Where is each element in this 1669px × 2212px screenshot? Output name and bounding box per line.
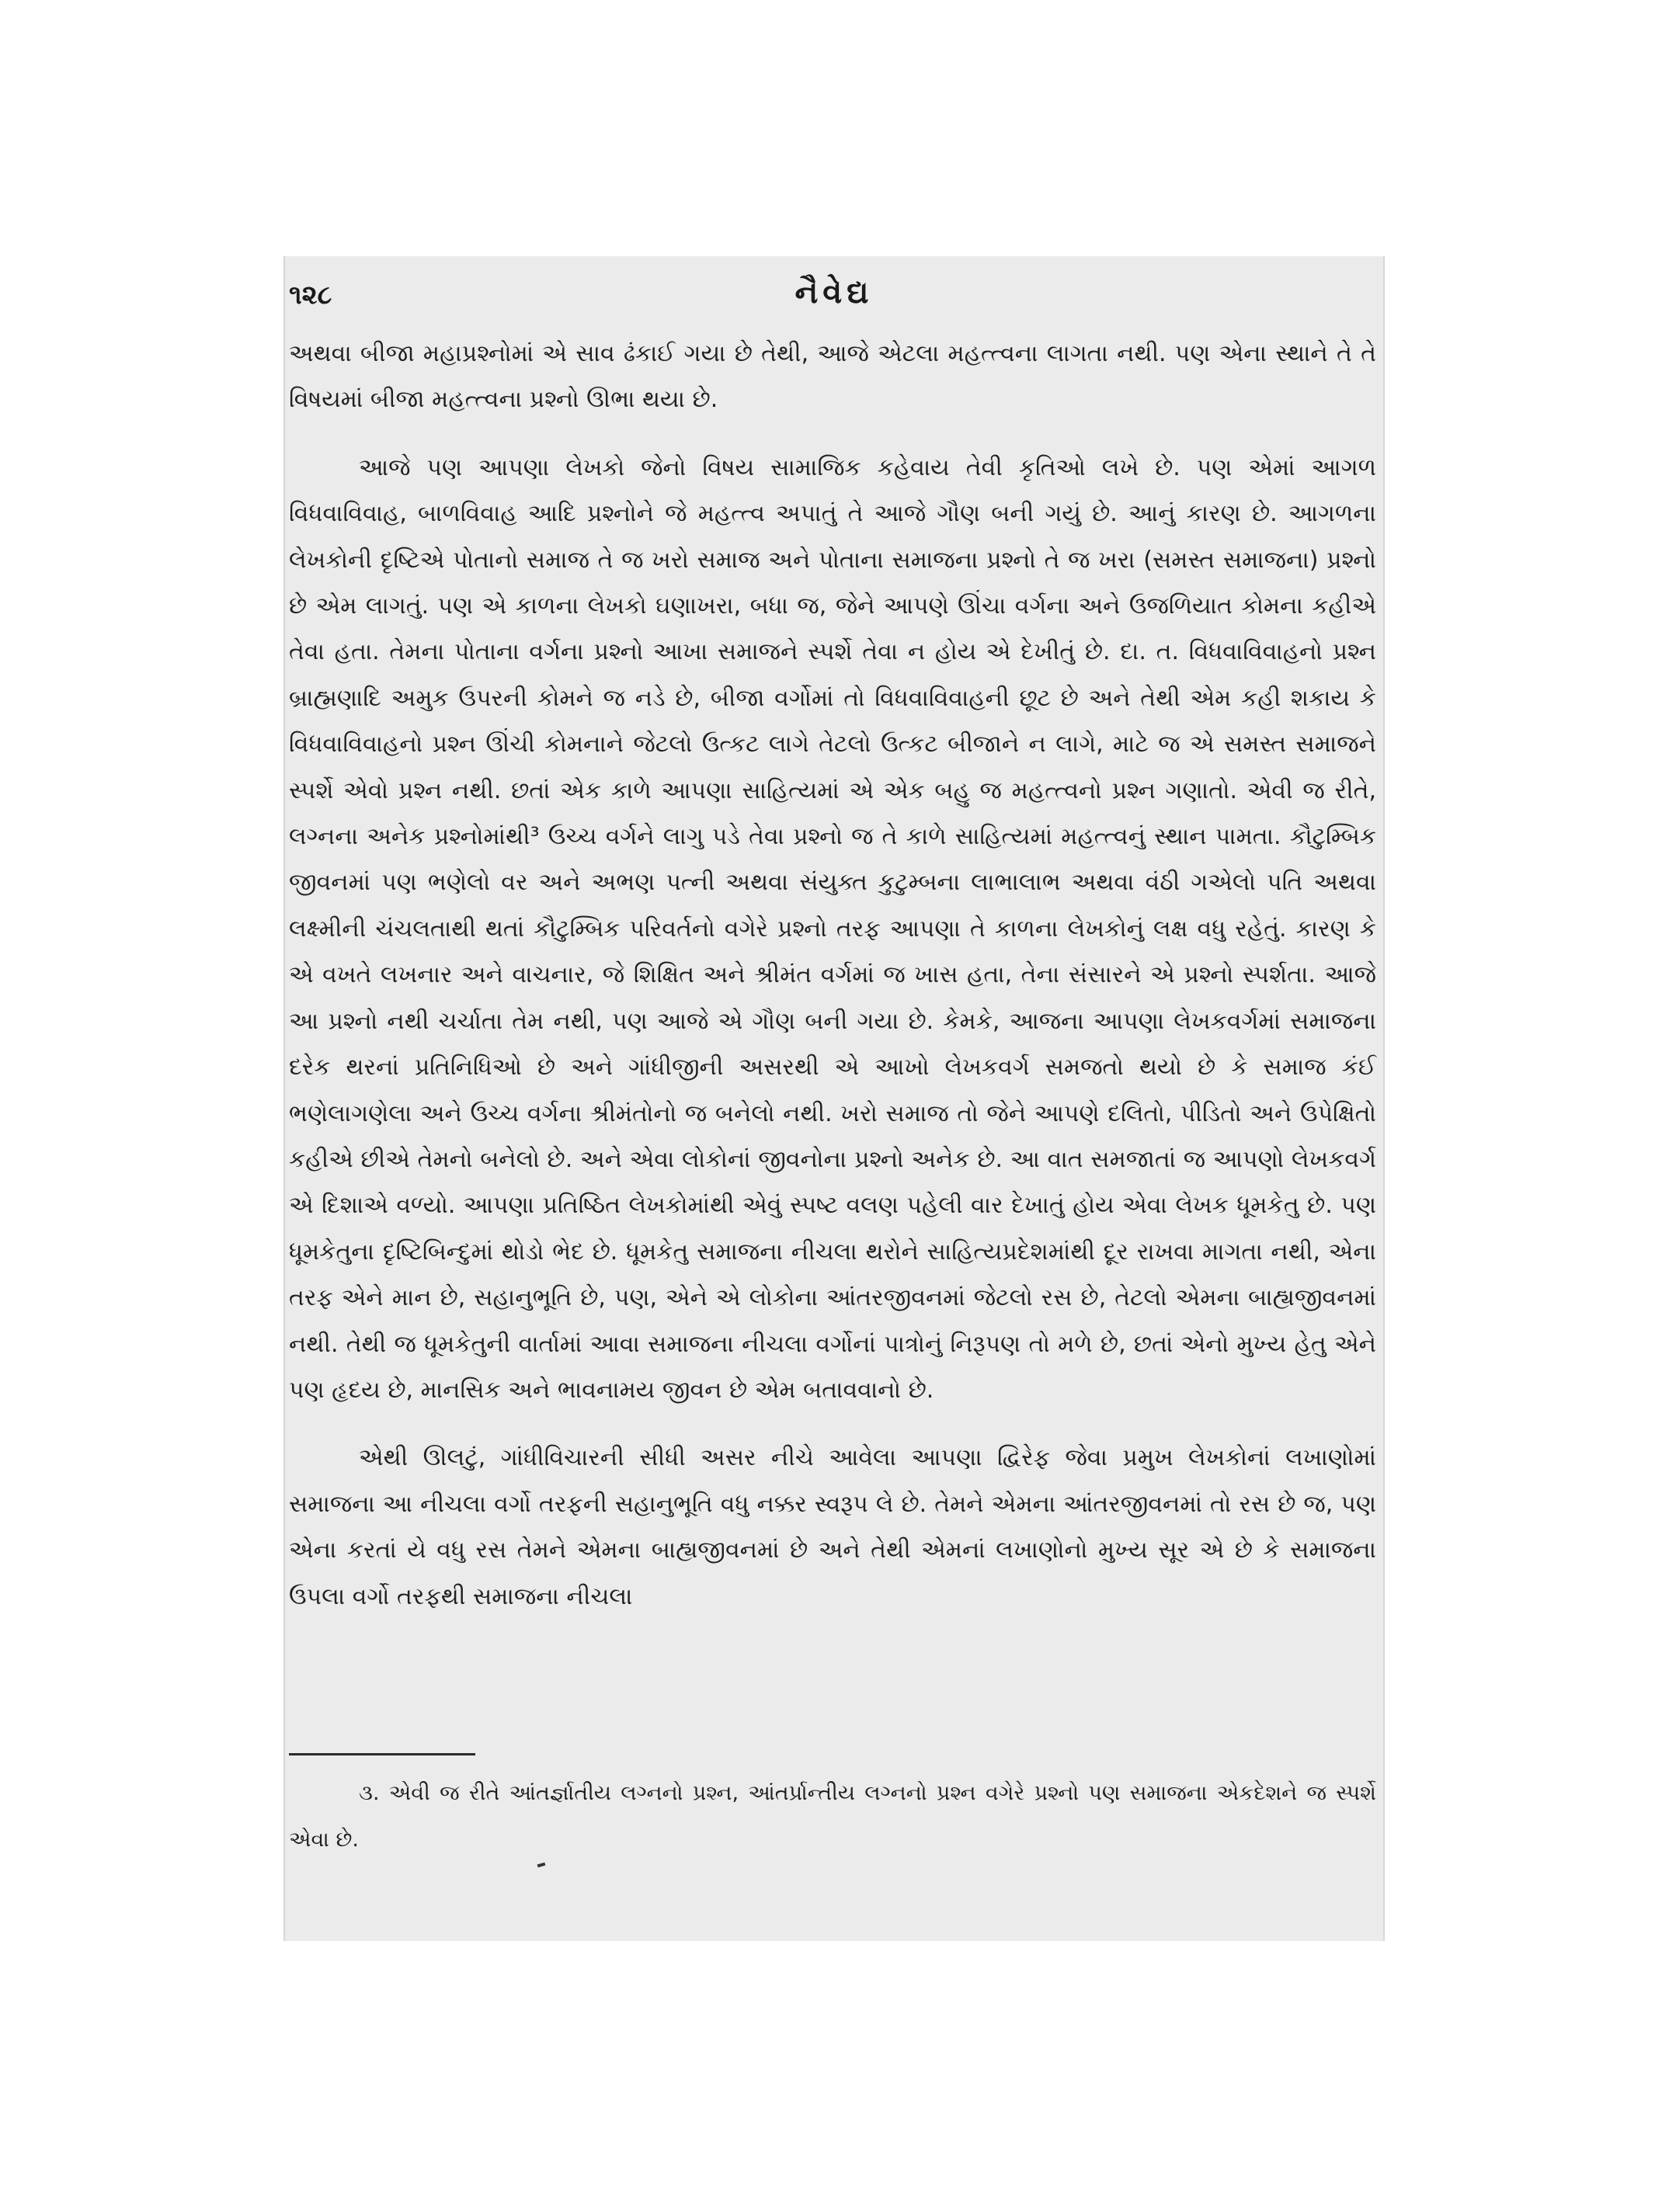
scanned-page <box>283 256 1385 1941</box>
running-head: નૈવેદ્ય <box>795 275 874 311</box>
paragraph: આજે પણ આપણા લેખકો જેનો વિષય સામાજિક કહેવાય તેવી કૃતિઓ લખે છે. પણ એમાં આગળ વિધવાવિવાહ, બાળવિવાહ આદિ પ્રશ્નોને જે મહત્ત્વ અપાતું તે આજે ગૌણ બની ગયું છે. આનું કારણ છે. આગળના લેખકોની દૃષ્ટિએ પોતાનો સમાજ તે જ ખરો સમાજ અને પોતાના સમાજના પ્રશ્નો તે જ ખરા (સમસ્ત સમાજના) પ્રશ્નો છે એમ લાગતું. પણ એ કાળના લેખકો ઘણાખરા, બધા જ, જેને આપણે ઊંચા વર્ગના અને ઉજળિયાત કોમના કહીએ તેવા હતા. તેમના પોતાના વર્ગના પ્રશ્નો આખા સમાજને સ્પર્શે તેવા ન હોય એ દેખીતું છે. દા. ત. વિધવાવિવાહનો પ્રશ્ન બ્રાહ્મણાદિ અમુક ઉપરની કોમને જ નડે છે, બીજા વર્ગોમાં તો વિધવાવિવાહની છૂટ છે અને તેથી એમ કહી શકાય કે વિધવાવિવાહનો પ્રશ્ન ઊંચી કોમનાને જેટલો ઉત્કટ લાગે તેટલો ઉત્કટ બીજાને ન લાગે, માટે જ એ સમસ્ત સમાજને સ્પર્શે એવો પ્રશ્ન નથી. છતાં એક કાળે આપણા સાહિત્યમાં એ એક બહુ જ મહત્ત્વનો પ્રશ્ન ગણાતો. એવી જ રીતે, લગ્નના અનેક પ્રશ્નોમાંથી³ ઉચ્ચ વર્ગને લાગુ પડે તેવા પ્રશ્નો જ તે કાળે સાહિત્યમાં મહત્ત્વનું સ્થાન પામતા. કૌટુમ્બિક જીવનમાં પણ ભણેલો વર અને અભણ પત્ની અથવા સંયુક્ત કુટુમ્બના લાભાલાભ અથવા વંઠી ગએલો પતિ અથવા લક્ષ્મીની ચંચલતાથી થતાં કૌટુમ્બિક પરિવર્તનો વગેરે પ્રશ્નો તરફ આપણા તે કાળના લેખકોનું લક્ષ વધુ રહેતું. કારણ કે એ વખતે લખનાર અને વાચનાર, જે શિક્ષિત અને શ્રીમંત વર્ગમાં જ ખાસ હતા, તેના સંસારને એ પ્રશ્નો સ્પર્શતા. આજે આ પ્રશ્નો નથી ચર્ચાતા તેમ નથી, પણ આજે એ ગૌણ બની ગયા છે. કેમકે, આજના આપણા લેખકવર્ગમાં સમાજના દરેક થરનાં પ્રતિનિધિઓ છે અને ગાંધીજીની અસરથી એ આખો લેખકવર્ગ સમજતો થયો છે કે સમાજ કંઈ ભણેલાગણેલા અને ઉચ્ચ વર્ગના શ્રીમંતોનો જ બનેલો નથી. ખરો સમાજ તો જેને આપણે દલિતો, પીડિતો અને ઉપેક્ષિતો કહીએ છીએ તેમનો બનેલો છે. અને એવા લોકોનાં જીવનોના પ્રશ્નો અનેક છે. આ વાત સમજાતાં જ આપણો લેખકવર્ગ એ દિશાએ વળ્યો. આપણા પ્રતિષ્ઠિત લેખકોમાંથી એવું સ્પષ્ટ વલણ પહેલી વાર દેખાતું હોય એવા લેખક ધૂમકેતુ છે. પણ ધૂમકેતુના દૃષ્ટિબિન્દુમાં થોડો ભેદ છે. ધૂમકેતુ સમાજના નીચલા થરોને સાહિત્યપ્રદેશમાંથી દૂર રાખવા માગતા નથી, એના તરફ એને માન છે, સહાનુભૂતિ છે, પણ, એને એ લોકોના આંતરજીવનમાં જેટલો રસ છે, તેટલો એમના બાહ્યજીવનમાં નથી. તેથી જ ધૂમકેતુની વાર્તામાં આવા સમાજના નીચલા વર્ગોનાં પાત્રોનું નિરૂપણ તો મળે છે, છતાં એનો મુખ્ય હેતુ એને પણ હૃદય છે, માનસિક અને ભાવનામય જીવન છે એમ બતાવવાનો છે. <box>289 453 1376 1404</box>
page-number: ૧૨૮ <box>289 280 332 311</box>
footnote-divider <box>289 1753 475 1755</box>
footnote: ૩. એવી જ રીતે આંતર્જ્ઞાતીય લગ્નનો પ્રશ્ન, આંતર્પ્રાન્તીય લગ્નનો પ્રશ્ન વગેરે પ્રશ્નો પણ સમાજના એકદેશને જ સ્પર્શે એવા છે. <box>289 1781 1376 1852</box>
scan-speck <box>537 1863 546 1867</box>
paragraph-continuation: અથવા બીજા મહાપ્રશ્નોમાં એ સાવ ઢંકાઈ ગયા છે તેથી, આજે એટલા મહત્ત્વના લાગતા નથી. પણ એના સ્થાને તે તે વિષયમાં બીજા મહત્ત્વના પ્રશ્નો ઊભા થયા છે. <box>289 340 1376 414</box>
paragraph: એથી ઊલટું, ગાંધીવિચારની સીધી અસર નીચે આવેલા આપણા દ્વિરેફ જેવા પ્રમુખ લેખકોનાં લખાણોમાં સમાજના આ નીચલા વર્ગો તરફની સહાનુભૂતિ વધુ નક્કર સ્વરૂપ લે છે. તેમને એમના આંતરજીવનમાં તો રસ છે જ, પણ એના કરતાં યે વધુ રસ તેમને એમના બાહ્યજીવનમાં છે અને તેથી એમનાં લખાણોનો મુખ્ય સૂર એ છે કે સમાજના ઉપલા વર્ગો તરફથી સમાજના નીચલા <box>289 1444 1376 1610</box>
page-header <box>285 273 1383 320</box>
body-text <box>289 331 1376 1641</box>
